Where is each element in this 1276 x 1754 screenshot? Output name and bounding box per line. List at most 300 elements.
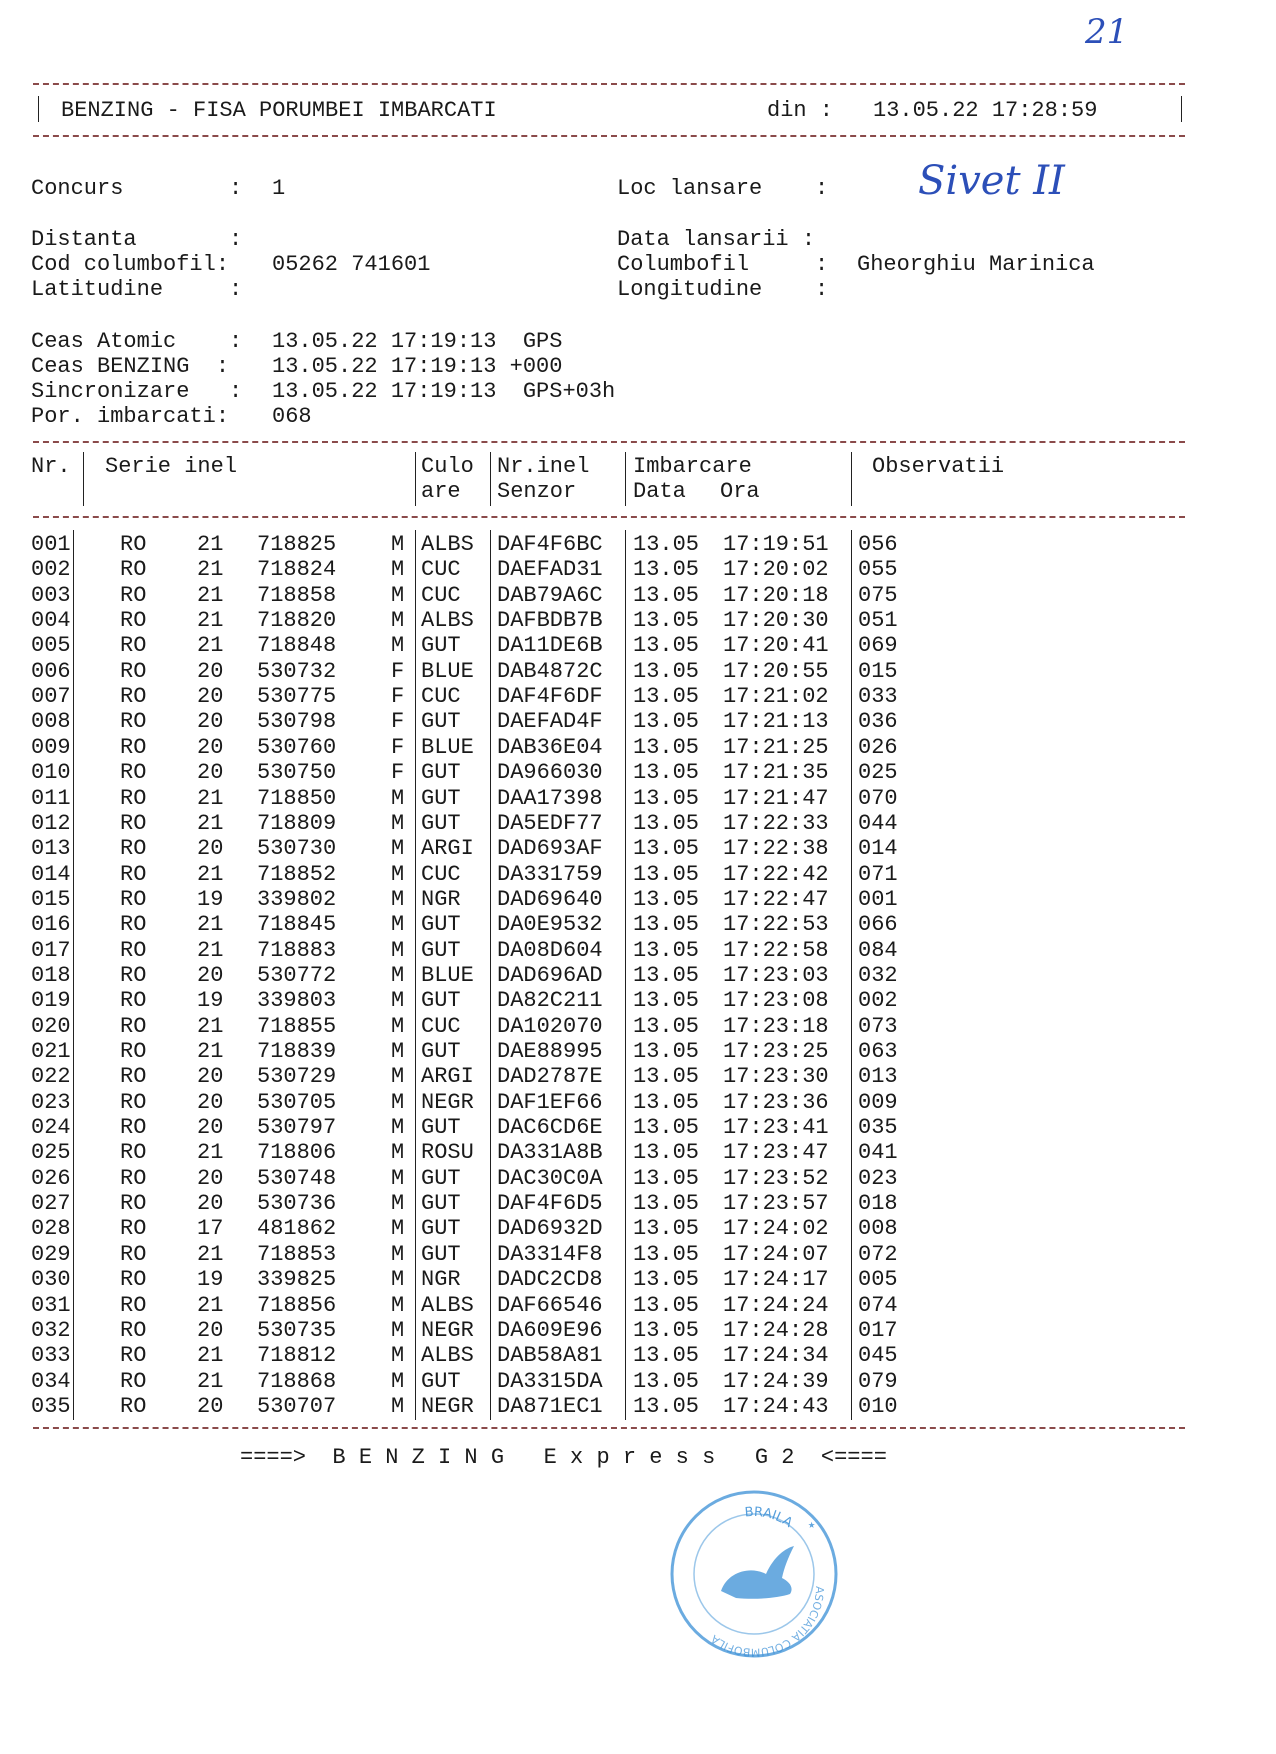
stamp-side-text: ASOCIATIA COLUMBOFILA	[708, 1585, 827, 1659]
cell-tara: RO	[120, 1216, 147, 1242]
cell-data: 13.05	[633, 709, 700, 735]
cell-tara: RO	[120, 608, 147, 634]
cell-culoare: GUT	[421, 937, 461, 963]
cell-ora: 17:22:47	[723, 886, 829, 912]
col-header-senzor: Senzor	[497, 479, 577, 504]
cell-an: 21	[197, 861, 224, 887]
cell-ora: 17:21:47	[723, 785, 829, 811]
table-row	[0, 760, 1276, 785]
cell-ora: 17:21:02	[723, 684, 829, 710]
cell-nr: 010	[31, 760, 71, 786]
cell-culoare: NEGR	[421, 1393, 474, 1419]
cell-sex: M	[391, 1267, 405, 1293]
cell-tara: RO	[120, 1191, 147, 1217]
cell-data: 13.05	[633, 760, 700, 786]
data-lansarii-label: Data lansarii :	[617, 227, 816, 252]
header-col-sep-4	[625, 452, 626, 506]
cell-nr: 025	[31, 1140, 71, 1166]
din-value: 13.05.22 17:28:59	[873, 98, 1098, 123]
cell-ora: 17:22:53	[723, 912, 829, 938]
ceas-atomic-label: Ceas Atomic :	[31, 329, 243, 354]
cell-sex: M	[391, 861, 405, 887]
cell-sex: M	[391, 988, 405, 1014]
cell-obs: 041	[858, 1140, 898, 1166]
cell-ora: 17:24:24	[723, 1292, 829, 1318]
cell-nr: 027	[31, 1191, 71, 1217]
cell-senzor: DAD696AD	[497, 962, 603, 988]
cell-culoare: GUT	[421, 709, 461, 735]
cell-data: 13.05	[633, 1267, 700, 1293]
cell-ora: 17:23:41	[723, 1115, 829, 1141]
cell-inel: 530797	[257, 1115, 337, 1141]
cell-data: 13.05	[633, 861, 700, 887]
cell-culoare: CUC	[421, 582, 461, 608]
cell-tara: RO	[120, 532, 147, 557]
cell-culoare: BLUE	[421, 962, 474, 988]
cell-inel: 718820	[257, 608, 337, 634]
body-col-sep-5	[851, 530, 852, 1420]
cell-data: 13.05	[633, 836, 700, 862]
table-row	[0, 1293, 1276, 1318]
table-row	[0, 608, 1276, 633]
table-top-divider	[33, 441, 1185, 443]
header-col-sep-1	[83, 452, 84, 506]
cell-an: 21	[197, 1343, 224, 1369]
cell-an: 21	[197, 1140, 224, 1166]
cell-culoare: GUT	[421, 1241, 461, 1267]
cell-obs: 063	[858, 1039, 898, 1064]
cell-data: 13.05	[633, 1013, 700, 1039]
cell-tara: RO	[120, 1292, 147, 1318]
cell-ora: 17:23:36	[723, 1089, 829, 1115]
cell-sex: M	[391, 1039, 405, 1064]
cell-culoare: BLUE	[421, 734, 474, 760]
cell-inel: 718812	[257, 1343, 337, 1369]
body-col-sep-2	[415, 530, 416, 1420]
porumbei-imbarcati-value: 068	[272, 404, 312, 429]
table-header-divider	[33, 516, 1185, 518]
cell-senzor: DA11DE6B	[497, 633, 603, 659]
cell-an: 20	[197, 734, 224, 760]
cell-nr: 007	[31, 684, 71, 710]
col-header-nr: Nr.	[31, 454, 71, 479]
cell-data: 13.05	[633, 912, 700, 938]
cell-culoare: NGR	[421, 886, 461, 912]
table-row	[0, 887, 1276, 912]
cell-an: 20	[197, 1089, 224, 1115]
cell-inel: 718850	[257, 785, 337, 811]
cell-nr: 034	[31, 1368, 71, 1394]
table-row	[0, 532, 1276, 557]
table-row	[0, 1039, 1276, 1064]
ceas-atomic-value: 13.05.22 17:19:13 GPS	[272, 329, 563, 354]
cell-ora: 17:19:51	[723, 532, 829, 557]
cell-senzor: DAF4F6BC	[497, 532, 603, 557]
cell-nr: 011	[31, 785, 71, 811]
handwritten-page-number: 21	[1085, 12, 1129, 52]
cell-culoare: CUC	[421, 684, 461, 710]
cell-ora: 17:23:03	[723, 962, 829, 988]
col-header-imbarcare: Imbarcare	[633, 454, 752, 479]
table-row	[0, 1064, 1276, 1089]
cell-culoare: NEGR	[421, 1317, 474, 1343]
cell-inel: 530760	[257, 734, 337, 760]
cell-inel: 339802	[257, 886, 337, 912]
table-row	[0, 735, 1276, 760]
cell-nr: 021	[31, 1039, 71, 1064]
cell-an: 20	[197, 1115, 224, 1141]
cell-obs: 075	[858, 582, 898, 608]
cell-inel: 339803	[257, 988, 337, 1014]
cell-nr: 013	[31, 836, 71, 862]
cell-ora: 17:20:02	[723, 557, 829, 583]
cell-ora: 17:23:25	[723, 1039, 829, 1064]
cell-sex: F	[391, 709, 405, 735]
table-row	[0, 1267, 1276, 1292]
col-header-are: are	[421, 479, 461, 504]
cell-sex: M	[391, 1393, 405, 1419]
cell-inel: 718848	[257, 633, 337, 659]
body-col-sep-3	[490, 530, 491, 1420]
cell-an: 21	[197, 1368, 224, 1394]
table-row	[0, 1242, 1276, 1267]
cell-culoare: GUT	[421, 1216, 461, 1242]
cell-obs: 079	[858, 1368, 898, 1394]
cell-inel: 718806	[257, 1140, 337, 1166]
cell-inel: 718853	[257, 1241, 337, 1267]
cell-data: 13.05	[633, 1292, 700, 1318]
table-row	[0, 1318, 1276, 1343]
table-row	[0, 1090, 1276, 1115]
cell-obs: 056	[858, 532, 898, 557]
cell-an: 20	[197, 709, 224, 735]
cell-an: 20	[197, 962, 224, 988]
cell-sex: M	[391, 1191, 405, 1217]
cell-nr: 009	[31, 734, 71, 760]
cell-culoare: GUT	[421, 1368, 461, 1394]
cell-data: 13.05	[633, 734, 700, 760]
cell-inel: 530729	[257, 1064, 337, 1090]
cod-columbofil-value: 05262 741601	[272, 252, 431, 277]
cell-data: 13.05	[633, 1241, 700, 1267]
cell-sex: M	[391, 608, 405, 634]
cell-obs: 074	[858, 1292, 898, 1318]
concurs-label: Concurs :	[31, 176, 243, 201]
cell-obs: 073	[858, 1013, 898, 1039]
cell-an: 21	[197, 633, 224, 659]
cell-tara: RO	[120, 1064, 147, 1090]
table-row	[0, 1140, 1276, 1165]
cell-ora: 17:21:35	[723, 760, 829, 786]
table-row	[0, 684, 1276, 709]
cell-ora: 17:23:52	[723, 1165, 829, 1191]
cell-inel: 718845	[257, 912, 337, 938]
cell-ora: 17:23:47	[723, 1140, 829, 1166]
cell-senzor: DAD6932D	[497, 1216, 603, 1242]
col-header-ora: Ora	[720, 479, 760, 504]
cell-tara: RO	[120, 1343, 147, 1369]
cell-inel: 530705	[257, 1089, 337, 1115]
cell-data: 13.05	[633, 658, 700, 684]
col-header-serie-inel: Serie inel	[105, 454, 238, 479]
cell-culoare: ARGI	[421, 1064, 474, 1090]
cell-senzor: DA331759	[497, 861, 603, 887]
cell-tara: RO	[120, 1241, 147, 1267]
cell-data: 13.05	[633, 633, 700, 659]
cell-an: 21	[197, 532, 224, 557]
cell-senzor: DA871EC1	[497, 1393, 603, 1419]
cell-senzor: DAC30C0A	[497, 1165, 603, 1191]
cell-sex: M	[391, 785, 405, 811]
cell-nr: 017	[31, 937, 71, 963]
cell-obs: 066	[858, 912, 898, 938]
cell-nr: 024	[31, 1115, 71, 1141]
cell-inel: 718852	[257, 861, 337, 887]
cell-senzor: DAB4872C	[497, 658, 603, 684]
cell-nr: 019	[31, 988, 71, 1014]
cell-an: 19	[197, 886, 224, 912]
concurs-value: 1	[272, 176, 286, 201]
cell-senzor: DA102070	[497, 1013, 603, 1039]
porumbei-imbarcati-label: Por. imbarcati:	[31, 404, 230, 429]
cell-an: 21	[197, 1292, 224, 1318]
cell-tara: RO	[120, 684, 147, 710]
cell-tara: RO	[120, 734, 147, 760]
cell-tara: RO	[120, 937, 147, 963]
stamp-top-text: BRAILA	[744, 1504, 796, 1531]
cell-tara: RO	[120, 658, 147, 684]
table-row	[0, 709, 1276, 734]
cell-data: 13.05	[633, 1039, 700, 1064]
col-header-culo: Culo	[421, 454, 474, 479]
cell-inel: 530736	[257, 1191, 337, 1217]
cell-ora: 17:24:39	[723, 1368, 829, 1394]
cell-inel: 718858	[257, 582, 337, 608]
cell-ora: 17:23:30	[723, 1064, 829, 1090]
cell-data: 13.05	[633, 532, 700, 557]
cell-tara: RO	[120, 785, 147, 811]
cell-senzor: DAFBDB7B	[497, 608, 603, 634]
cell-sex: M	[391, 1165, 405, 1191]
cell-tara: RO	[120, 1267, 147, 1293]
cell-obs: 005	[858, 1267, 898, 1293]
cell-tara: RO	[120, 912, 147, 938]
cell-tara: RO	[120, 886, 147, 912]
cell-senzor: DAB36E04	[497, 734, 603, 760]
cell-ora: 17:20:18	[723, 582, 829, 608]
cell-inel: 718855	[257, 1013, 337, 1039]
cell-obs: 070	[858, 785, 898, 811]
cell-nr: 030	[31, 1267, 71, 1293]
cell-sex: M	[391, 582, 405, 608]
cell-an: 21	[197, 810, 224, 836]
cell-obs: 015	[858, 658, 898, 684]
cell-data: 13.05	[633, 1140, 700, 1166]
document-title: BENZING - FISA PORUMBEI IMBARCATI	[61, 98, 497, 123]
cell-inel: 530735	[257, 1317, 337, 1343]
cell-tara: RO	[120, 1115, 147, 1141]
cell-data: 13.05	[633, 988, 700, 1014]
header-bottom-divider	[33, 135, 1185, 137]
table-row	[0, 1014, 1276, 1039]
cell-an: 17	[197, 1216, 224, 1242]
cell-senzor: DAA17398	[497, 785, 603, 811]
cell-obs: 071	[858, 861, 898, 887]
cell-tara: RO	[120, 962, 147, 988]
cell-culoare: GUT	[421, 810, 461, 836]
cell-senzor: DAD693AF	[497, 836, 603, 862]
cell-an: 21	[197, 1241, 224, 1267]
cell-obs: 009	[858, 1089, 898, 1115]
cell-inel: 530730	[257, 836, 337, 862]
cell-ora: 17:24:07	[723, 1241, 829, 1267]
cell-tara: RO	[120, 1317, 147, 1343]
cell-nr: 022	[31, 1064, 71, 1090]
cell-nr: 031	[31, 1292, 71, 1318]
cell-senzor: DAF1EF66	[497, 1089, 603, 1115]
cell-tara: RO	[120, 557, 147, 583]
cell-sex: F	[391, 760, 405, 786]
cell-culoare: ROSU	[421, 1140, 474, 1166]
cell-tara: RO	[120, 861, 147, 887]
cell-an: 20	[197, 760, 224, 786]
ceas-benzing-value: 13.05.22 17:19:13 +000	[272, 354, 563, 379]
cell-sex: M	[391, 1089, 405, 1115]
cell-an: 21	[197, 557, 224, 583]
cell-tara: RO	[120, 1013, 147, 1039]
cell-culoare: BLUE	[421, 658, 474, 684]
cell-ora: 17:24:34	[723, 1343, 829, 1369]
columbofil-value: Gheorghiu Marinica	[857, 252, 1095, 277]
cell-tara: RO	[120, 836, 147, 862]
cell-tara: RO	[120, 1140, 147, 1166]
cell-obs: 084	[858, 937, 898, 963]
header-col-sep-3	[490, 452, 491, 506]
cell-ora: 17:21:13	[723, 709, 829, 735]
cell-obs: 055	[858, 557, 898, 583]
cell-data: 13.05	[633, 937, 700, 963]
cell-senzor: DAF4F6D5	[497, 1191, 603, 1217]
cell-an: 21	[197, 912, 224, 938]
cell-data: 13.05	[633, 1191, 700, 1217]
footer-banner: ====> B E N Z I N G E x p r e s s G 2 <====	[240, 1445, 887, 1470]
cell-an: 20	[197, 1191, 224, 1217]
table-row	[0, 963, 1276, 988]
cell-ora: 17:24:43	[723, 1393, 829, 1419]
cell-culoare: GUT	[421, 1165, 461, 1191]
cell-sex: M	[391, 532, 405, 557]
cell-inel: 718856	[257, 1292, 337, 1318]
table-row	[0, 1191, 1276, 1216]
cell-sex: M	[391, 912, 405, 938]
cell-ora: 17:22:38	[723, 836, 829, 862]
cell-ora: 17:22:42	[723, 861, 829, 887]
cell-data: 13.05	[633, 1165, 700, 1191]
cell-data: 13.05	[633, 1343, 700, 1369]
cell-nr: 005	[31, 633, 71, 659]
cell-nr: 004	[31, 608, 71, 634]
cell-ora: 17:24:17	[723, 1267, 829, 1293]
cell-ora: 17:23:08	[723, 988, 829, 1014]
cell-senzor: DAC6CD6E	[497, 1115, 603, 1141]
cell-sex: M	[391, 1368, 405, 1394]
cell-sex: M	[391, 937, 405, 963]
header-top-divider	[33, 83, 1185, 85]
cell-tara: RO	[120, 1393, 147, 1419]
cell-an: 21	[197, 1039, 224, 1064]
cell-an: 20	[197, 684, 224, 710]
cell-sex: M	[391, 1140, 405, 1166]
cell-tara: RO	[120, 988, 147, 1014]
cell-data: 13.05	[633, 1216, 700, 1242]
cell-sex: M	[391, 633, 405, 659]
cell-inel: 530748	[257, 1165, 337, 1191]
cell-senzor: DA82C211	[497, 988, 603, 1014]
table-row	[0, 583, 1276, 608]
cell-culoare: NGR	[421, 1267, 461, 1293]
cell-inel: 718824	[257, 557, 337, 583]
cell-nr: 026	[31, 1165, 71, 1191]
cell-ora: 17:24:02	[723, 1216, 829, 1242]
cell-an: 21	[197, 608, 224, 634]
cell-an: 20	[197, 836, 224, 862]
cell-ora: 17:20:41	[723, 633, 829, 659]
cell-culoare: CUC	[421, 861, 461, 887]
cell-obs: 018	[858, 1191, 898, 1217]
cell-culoare: GUT	[421, 1191, 461, 1217]
cell-obs: 008	[858, 1216, 898, 1242]
cell-culoare: GUT	[421, 1115, 461, 1141]
cell-sex: M	[391, 810, 405, 836]
cell-culoare: GUT	[421, 912, 461, 938]
cell-obs: 023	[858, 1165, 898, 1191]
col-header-nr-inel: Nr.inel	[497, 454, 590, 479]
cell-tara: RO	[120, 1039, 147, 1064]
cell-sex: M	[391, 1241, 405, 1267]
cell-inel: 530772	[257, 962, 337, 988]
cell-culoare: GUT	[421, 760, 461, 786]
table-row	[0, 1369, 1276, 1394]
cell-inel: 530798	[257, 709, 337, 735]
cell-an: 20	[197, 1064, 224, 1090]
cod-columbofil-label: Cod columbofil:	[31, 252, 230, 277]
cell-nr: 015	[31, 886, 71, 912]
cell-obs: 051	[858, 608, 898, 634]
cell-obs: 026	[858, 734, 898, 760]
cell-sex: M	[391, 1343, 405, 1369]
cell-data: 13.05	[633, 582, 700, 608]
cell-sex: F	[391, 658, 405, 684]
cell-senzor: DA08D604	[497, 937, 603, 963]
cell-ora: 17:23:57	[723, 1191, 829, 1217]
cell-data: 13.05	[633, 1089, 700, 1115]
cell-data: 13.05	[633, 886, 700, 912]
cell-senzor: DAE88995	[497, 1039, 603, 1064]
cell-ora: 17:23:18	[723, 1013, 829, 1039]
loc-lansare-label: Loc lansare :	[617, 176, 829, 201]
din-label: din :	[767, 98, 834, 123]
cell-sex: M	[391, 1216, 405, 1242]
cell-sex: M	[391, 1115, 405, 1141]
cell-nr: 008	[31, 709, 71, 735]
cell-nr: 028	[31, 1216, 71, 1242]
cell-an: 21	[197, 582, 224, 608]
cell-sex: F	[391, 734, 405, 760]
cell-culoare: GUT	[421, 785, 461, 811]
cell-tara: RO	[120, 633, 147, 659]
cell-inel: 339825	[257, 1267, 337, 1293]
sincronizare-label: Sincronizare :	[31, 379, 243, 404]
